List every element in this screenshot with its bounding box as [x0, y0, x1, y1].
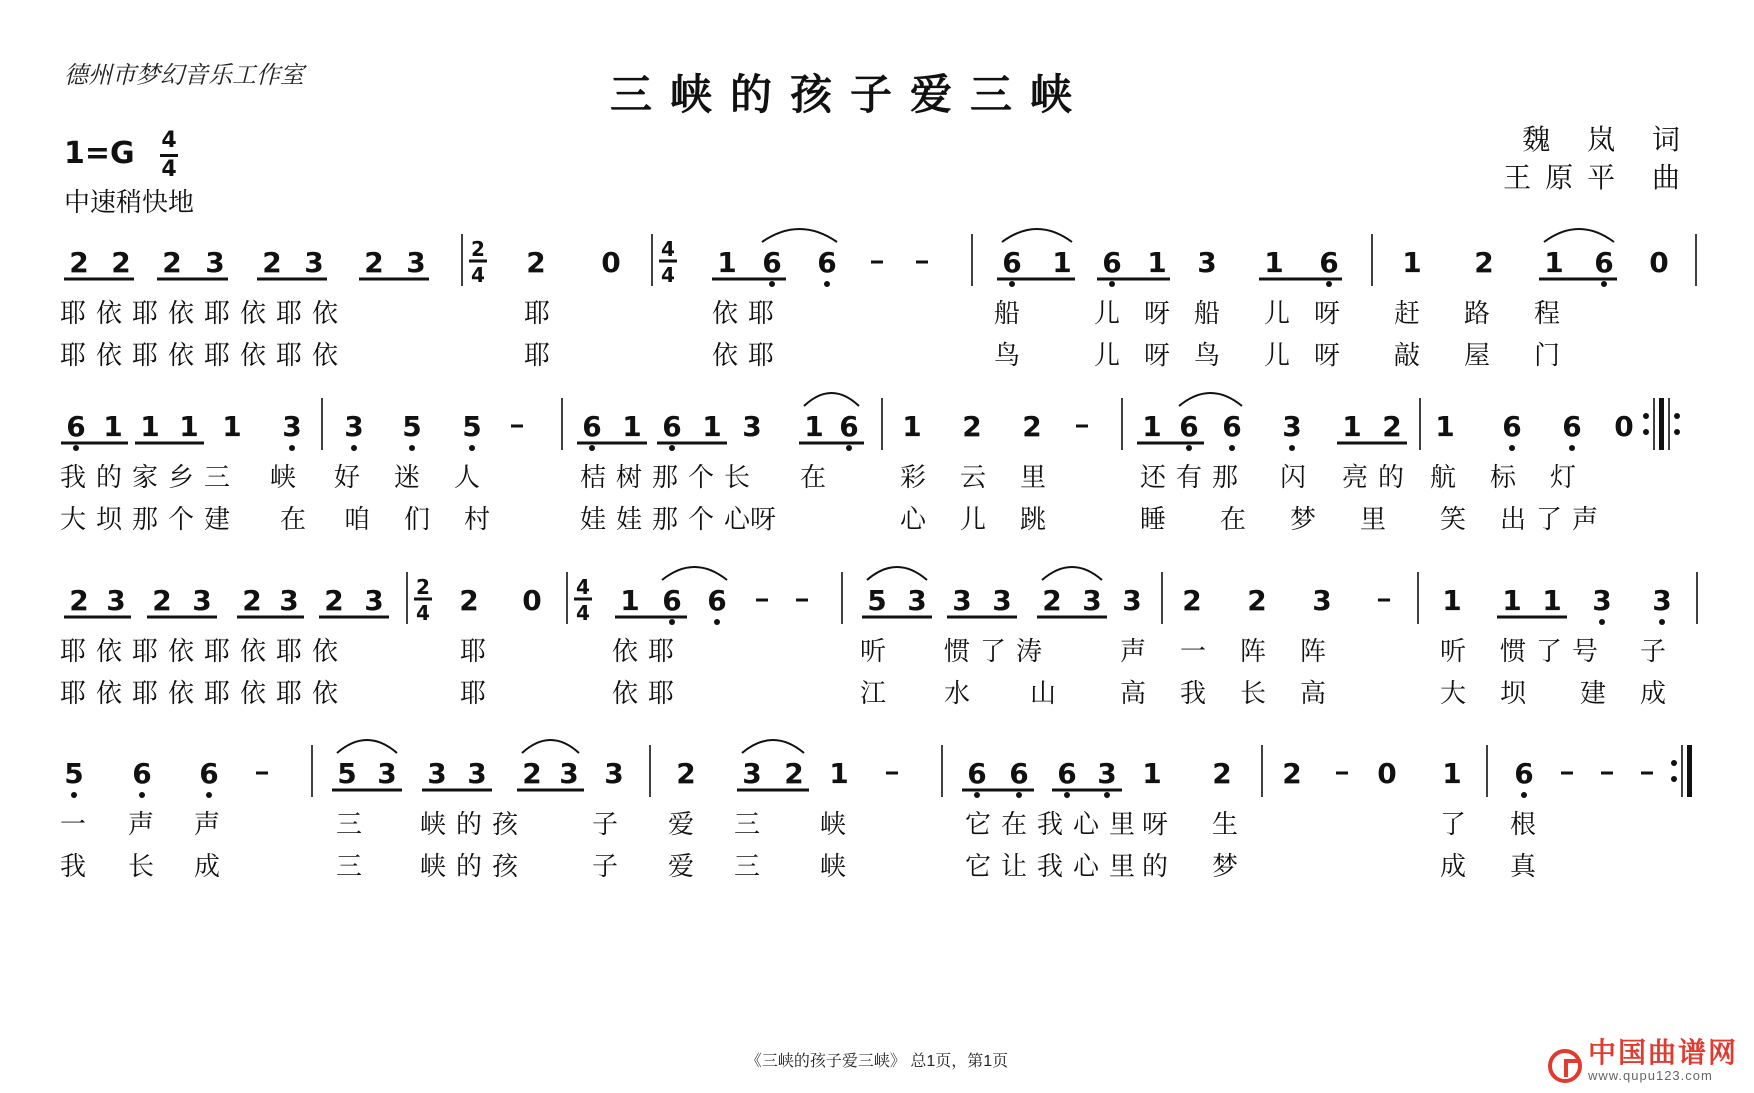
note: 3 [952, 584, 972, 617]
lyric-text: 成 [1440, 852, 1477, 882]
note: 1 [1542, 584, 1562, 617]
note: 1 [1142, 757, 1162, 790]
note: 6 [662, 410, 682, 443]
lyric-text: 一 [60, 810, 97, 840]
slur [762, 229, 837, 242]
octave-dot [669, 619, 675, 625]
note: 6 [582, 410, 602, 443]
note: 5 [867, 584, 887, 617]
note: 6 [1102, 246, 1122, 279]
repeat-dot [1643, 429, 1649, 435]
note: 3 [742, 410, 762, 443]
lyric-text: 建 [1580, 679, 1617, 709]
note: 6 [1502, 410, 1522, 443]
note: 6 [1179, 410, 1199, 443]
lyric-text: 爱 [668, 810, 705, 840]
repeat-dot [1671, 760, 1677, 766]
note: 2 [1022, 410, 1042, 443]
lyric-text: 闪 [1280, 463, 1317, 493]
lyric-text: 高 [1120, 679, 1157, 709]
lyric-text: 呀 [1144, 299, 1181, 329]
page-footer: 《三峡的孩子爱三峡》 总1页，第1页 [745, 1053, 1009, 1070]
note: 6 [662, 584, 682, 617]
time-signature-bottom: 4 [416, 601, 430, 625]
lyric-text: 在 [1220, 505, 1257, 535]
note: 1 [1142, 410, 1162, 443]
note: 2 [676, 757, 696, 790]
lyric-text: 三 [734, 810, 771, 840]
note: 1 [829, 757, 849, 790]
key-signature: 1=G [64, 136, 135, 171]
lyric-text: 标 [1490, 463, 1527, 493]
note: 3 [1592, 584, 1612, 617]
lyric-text: 咱 [344, 505, 381, 535]
time-signature-bottom: 4 [576, 601, 590, 625]
note: 2 [1042, 584, 1062, 617]
lyric-text: 声 [128, 810, 165, 840]
note: 1 [1264, 246, 1284, 279]
lyric-text: 长 [1240, 679, 1277, 709]
octave-dot [1229, 445, 1235, 451]
note: 3 [1652, 584, 1672, 617]
lyric-text: 船 [994, 299, 1031, 329]
repeat-dot [1674, 413, 1680, 419]
octave-dot [139, 792, 145, 798]
lyric-text: 峡 [270, 463, 307, 493]
note: 1 [1052, 246, 1072, 279]
note: 1 [1442, 757, 1462, 790]
lyric-text: 江 [860, 679, 897, 709]
lyric-text: 峡的孩 [420, 810, 529, 840]
lyric-text: 敲 [1394, 341, 1431, 371]
note: 3 [406, 246, 426, 279]
lyric-text: 三 [734, 852, 771, 882]
lyric-text: 呀 [1144, 341, 1181, 371]
lyric-text: 娃娃那个心 [580, 505, 761, 535]
slur [1179, 393, 1242, 406]
note: 3 [467, 757, 487, 790]
note: 1 [717, 246, 737, 279]
octave-dot [469, 445, 475, 451]
octave-dot [1569, 445, 1575, 451]
studio-name: 德州市梦幻音乐工作室 [64, 61, 304, 89]
time-signature-bottom: 4 [661, 263, 675, 287]
note: 1 [902, 410, 922, 443]
note: 1 [179, 410, 199, 443]
note: 2 [1282, 757, 1302, 790]
lyric-text: 山 [1030, 679, 1067, 709]
lyric-text: 村 [464, 505, 501, 535]
lyric-text: 它让我心里 [965, 852, 1146, 882]
note: 0 [522, 584, 542, 617]
site-logo-icon [1548, 1049, 1582, 1083]
repeat-bar [1659, 398, 1664, 450]
note: 3 [106, 584, 126, 617]
lyric-text: 耶 [524, 299, 561, 329]
note: 1 [1402, 246, 1422, 279]
lyric-text: 了 [1440, 810, 1477, 840]
octave-dot [1521, 792, 1527, 798]
lyric-text: 高 [1300, 679, 1337, 709]
note: 1 [222, 410, 242, 443]
lyric-text: 屋 [1464, 341, 1501, 371]
note: 2 [364, 246, 384, 279]
note: 6 [707, 584, 727, 617]
song-title: 三峡的孩子爱三峡 [609, 70, 1090, 119]
lyric-text: 我的家乡三 [60, 463, 241, 493]
slur [867, 567, 927, 580]
slur [1002, 229, 1072, 242]
note: 6 [1057, 757, 1077, 790]
slur [742, 740, 804, 753]
lyric-text: 儿 [1264, 299, 1301, 329]
lyric-text: 出了声 [1500, 505, 1609, 535]
lyric-text: 在 [280, 505, 317, 535]
lyric-text: 门 [1534, 341, 1571, 371]
note: 2 [242, 584, 262, 617]
lyricist-credit: 魏 岚 词 [1522, 123, 1694, 156]
note: 6 [1002, 246, 1022, 279]
note: 2 [1212, 757, 1232, 790]
lyric-text: 心 [900, 505, 937, 535]
octave-dot [1009, 281, 1015, 287]
lyric-text: 我 [1180, 679, 1217, 709]
note: 6 [1222, 410, 1242, 443]
lyric-text: 成 [1640, 679, 1677, 709]
octave-dot [589, 445, 595, 451]
note: 1 [1502, 584, 1522, 617]
note: 3 [364, 584, 384, 617]
lyric-text: 大 [1440, 679, 1477, 709]
note: 6 [839, 410, 859, 443]
site-watermark [1548, 1038, 1738, 1083]
note: 1 [622, 410, 642, 443]
lyric-text: 爱 [668, 852, 705, 882]
note: 2 [522, 757, 542, 790]
octave-dot [669, 445, 675, 451]
note: 3 [1312, 584, 1332, 617]
note: 3 [279, 584, 299, 617]
octave-dot [1601, 281, 1607, 287]
octave-dot [1016, 792, 1022, 798]
note: 3 [304, 246, 324, 279]
lyric-text: 桔树那个长 [580, 463, 761, 493]
lyric-text: 笑 [1440, 505, 1477, 535]
lyric-text: 梦 [1212, 852, 1249, 882]
octave-dot [769, 281, 775, 287]
lyric-text: 的 [1142, 852, 1179, 882]
lyric-text: 赶 [1394, 299, 1431, 329]
lyric-text: 峡 [820, 810, 857, 840]
time-signature-bottom: 4 [471, 263, 485, 287]
note: 1 [1435, 410, 1455, 443]
note: 0 [601, 246, 621, 279]
lyric-text: 根 [1510, 810, 1547, 840]
lyric-text: 生 [1212, 810, 1249, 840]
lyric-text: 灯 [1550, 463, 1587, 493]
lyric-text: 程 [1534, 299, 1571, 329]
lyric-text: 里 [1020, 463, 1057, 493]
time-signature-top: 4 [576, 575, 590, 599]
lyric-text: 三 [336, 810, 373, 840]
lyric-text: 听 [1440, 637, 1477, 667]
lyric-text: 在 [800, 463, 837, 493]
site-url: www.qupu123.com [1587, 1068, 1713, 1083]
note: 3 [377, 757, 397, 790]
octave-dot [974, 792, 980, 798]
slur [337, 740, 397, 753]
note: 1 [1147, 246, 1167, 279]
lyric-text: 儿 [1094, 299, 1131, 329]
lyric-text: 耶依耶依耶依耶依 [60, 679, 349, 709]
lyric-text: 它在我心里 [965, 810, 1146, 840]
slur [522, 740, 579, 753]
note: 3 [1282, 410, 1302, 443]
lyric-text: 云 [960, 463, 997, 493]
octave-dot [1104, 792, 1110, 798]
lyric-text: 儿 [1094, 341, 1131, 371]
tempo-marking: 中速稍快地 [64, 188, 195, 218]
note: 2 [111, 246, 131, 279]
lyric-text: 鸟 [994, 341, 1031, 371]
lyric-text: 耶依耶依耶依耶依 [60, 637, 349, 667]
note: 3 [427, 757, 447, 790]
octave-dot [824, 281, 830, 287]
lyric-text: 依耶 [612, 637, 685, 667]
lyric-text: 声 [194, 810, 231, 840]
note: 3 [344, 410, 364, 443]
composer-credit: 王原平 曲 [1503, 161, 1694, 194]
octave-dot [1289, 445, 1295, 451]
note: 1 [103, 410, 123, 443]
note: 2 [1247, 584, 1267, 617]
note: 3 [205, 246, 225, 279]
repeat-dot [1674, 429, 1680, 435]
site-name: 中国曲谱网 [1587, 1036, 1738, 1069]
lyric-text: 还有那 [1140, 463, 1249, 493]
lyric-text: 听 [860, 637, 897, 667]
lyric-text: 路 [1464, 299, 1501, 329]
note: 1 [1442, 584, 1462, 617]
note: 6 [66, 410, 86, 443]
note: 1 [140, 410, 160, 443]
lyric-text: 鸟 [1194, 341, 1231, 371]
note: 3 [742, 757, 762, 790]
note: 2 [1474, 246, 1494, 279]
lyric-text: 跳 [1020, 505, 1057, 535]
note: 6 [1594, 246, 1614, 279]
time-signature-top: 2 [416, 575, 430, 599]
note: 3 [1097, 757, 1117, 790]
note: 6 [1562, 410, 1582, 443]
note: 1 [620, 584, 640, 617]
lyric-text: 水 [944, 679, 981, 709]
octave-dot [206, 792, 212, 798]
note: 6 [1514, 757, 1534, 790]
lyric-text: 航 [1430, 463, 1467, 493]
note: 2 [152, 584, 172, 617]
slur [804, 393, 859, 406]
octave-dot [409, 445, 415, 451]
note: 3 [1122, 584, 1142, 617]
repeat-dot [1643, 413, 1649, 419]
lyric-text: 依耶 [712, 341, 785, 371]
note: 5 [337, 757, 357, 790]
note: 0 [1377, 757, 1397, 790]
lyric-text: 大坝那个建 [60, 505, 241, 535]
note: 6 [762, 246, 782, 279]
note: 5 [462, 410, 482, 443]
time-signature-top: 4 [661, 237, 675, 261]
octave-dot [1659, 619, 1665, 625]
lyric-text: 峡的孩 [420, 852, 529, 882]
lyric-text: 梦 [1290, 505, 1327, 535]
note: 2 [69, 584, 89, 617]
lyric-text: 船 [1194, 299, 1231, 329]
note: 3 [604, 757, 624, 790]
octave-dot [289, 445, 295, 451]
note: 6 [817, 246, 837, 279]
note: 0 [1649, 246, 1669, 279]
lyric-text: 彩 [900, 463, 937, 493]
lyric-text: 坝 [1500, 679, 1537, 709]
note: 5 [64, 757, 84, 790]
repeat-bar [1687, 745, 1692, 797]
lyric-text: 惯了涛 [944, 637, 1053, 667]
octave-dot [1064, 792, 1070, 798]
lyric-text: 阵 [1300, 637, 1337, 667]
lyric-text: 耶依耶依耶依耶依 [60, 341, 349, 371]
note: 6 [1009, 757, 1029, 790]
lyric-text: 子 [1640, 637, 1677, 667]
octave-dot [846, 445, 852, 451]
note: 2 [162, 246, 182, 279]
lyric-text: 呀 [1314, 341, 1351, 371]
octave-dot [71, 792, 77, 798]
slur [1544, 229, 1614, 242]
octave-dot [1186, 445, 1192, 451]
lyric-text: 一 [1180, 637, 1217, 667]
note: 0 [1614, 410, 1634, 443]
note: 2 [1182, 584, 1202, 617]
note: 1 [1342, 410, 1362, 443]
lyric-text: 亮的 [1342, 463, 1415, 493]
note: 2 [459, 584, 479, 617]
lyric-text: 长 [128, 852, 165, 882]
lyric-text: 耶 [460, 637, 497, 667]
lyric-text: 人 [454, 463, 491, 493]
note: 6 [1319, 246, 1339, 279]
note: 6 [132, 757, 152, 790]
note: 2 [526, 246, 546, 279]
octave-dot [714, 619, 720, 625]
lyric-text: 真 [1510, 852, 1547, 882]
octave-dot [1509, 445, 1515, 451]
note: 1 [804, 410, 824, 443]
slur [662, 567, 727, 580]
lyric-text: 耶 [460, 679, 497, 709]
lyric-text: 依耶 [712, 299, 785, 329]
slur [1042, 567, 1102, 580]
lyric-text: 呀 [1314, 299, 1351, 329]
note: 2 [962, 410, 982, 443]
note: 2 [324, 584, 344, 617]
note: 3 [282, 410, 302, 443]
note: 3 [1082, 584, 1102, 617]
lyric-text: 子 [592, 852, 629, 882]
octave-dot [1599, 619, 1605, 625]
note: 2 [784, 757, 804, 790]
lyric-text: 儿 [960, 505, 997, 535]
lyric-text: 睡 [1140, 505, 1177, 535]
lyric-text: 耶 [524, 341, 561, 371]
note: 1 [1544, 246, 1564, 279]
note: 6 [967, 757, 987, 790]
lyric-text: 依耶 [612, 679, 685, 709]
note: 3 [192, 584, 212, 617]
lyric-text: 阵 [1240, 637, 1277, 667]
lyric-text: 声 [1120, 637, 1157, 667]
note: 3 [559, 757, 579, 790]
lyric-text: 三 [336, 852, 373, 882]
lyric-text: 耶依耶依耶依耶依 [60, 299, 349, 329]
lyric-text: 子 [592, 810, 629, 840]
lyric-text: 呀 [750, 505, 787, 535]
repeat-dot [1671, 776, 1677, 782]
note: 5 [402, 410, 422, 443]
lyric-text: 们 [404, 505, 441, 535]
note: 2 [1382, 410, 1402, 443]
time-signature-top: 4 [161, 128, 177, 153]
lyric-text: 成 [194, 852, 231, 882]
octave-dot [73, 445, 79, 451]
note: 1 [702, 410, 722, 443]
note: 3 [907, 584, 927, 617]
note: 3 [1197, 246, 1217, 279]
lyric-text: 好 [334, 463, 371, 493]
lyric-text: 我 [60, 852, 97, 882]
lyric-text: 惯了号 [1500, 637, 1609, 667]
time-signature-bottom: 4 [161, 157, 177, 182]
note: 2 [262, 246, 282, 279]
lyric-text: 里 [1360, 505, 1397, 535]
time-signature-top: 2 [471, 237, 485, 261]
octave-dot [1109, 281, 1115, 287]
lyric-text: 迷 [394, 463, 431, 493]
octave-dot [1326, 281, 1332, 287]
note: 3 [992, 584, 1012, 617]
note: 2 [69, 246, 89, 279]
note: 6 [199, 757, 219, 790]
octave-dot [351, 445, 357, 451]
lyric-text: 儿 [1264, 341, 1301, 371]
lyric-text: 峡 [820, 852, 857, 882]
lyric-text: 呀 [1142, 810, 1179, 840]
